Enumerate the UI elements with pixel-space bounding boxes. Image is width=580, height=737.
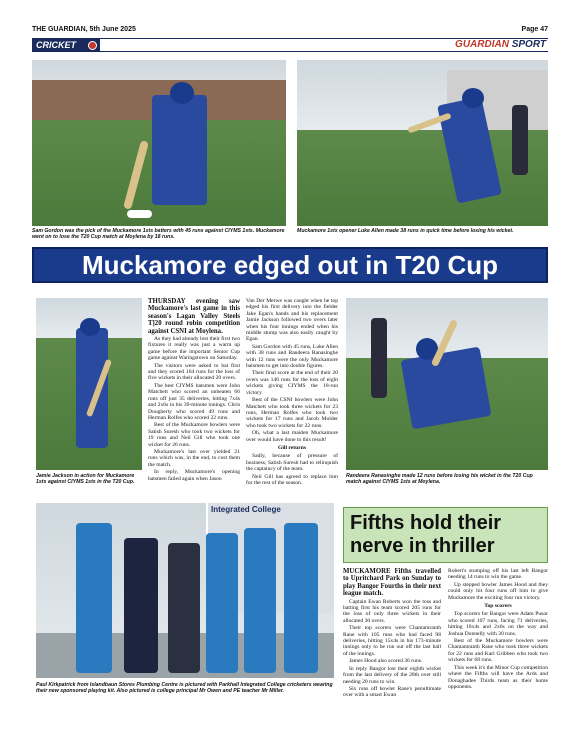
paragraph: Captain Ewan Roberts won the toss and batting first his team scored 205 runs for the loss of only three wickets in their allocated 30 overs. (343, 598, 441, 624)
caption-photo-2: Muckamore 1sts opener Luke Allen made 38 runs in quick time before losing his wicket. (297, 228, 514, 234)
paragraph: Top scorers for Bangor were Adam Pusor who scored 107 runs, facing 71 deliveries, hitting 10x4s and 2x6s on the way and Joshua Donnelly with 30 runs. (448, 611, 548, 637)
paragraph: Muckamore's last over yielded 21 runs which was, in the end, to cost them the match. (148, 448, 240, 468)
photo-parkhall-college (36, 503, 334, 678)
story1-column-2 (246, 298, 338, 487)
paragraph: In reply Bangor lost their eighth wicket from the last delivery of the 28th over still needing 20 runs to win. (343, 665, 441, 685)
page-number: Page 47 (521, 26, 548, 33)
paragraph: James Hood also scored 36 runs. (349, 658, 423, 665)
paragraph: Sadly, because of pressure of business, Satish Suresh had to relinquish the captaincy of the team. (246, 453, 338, 473)
story2-lead: MUCKAMORE Fifths travelled to Upritchard Park on Sunday to play Bangor Fourths in their next league match. (343, 568, 441, 598)
paragraph: Van Der Merwe was caught when he top edged his first delivery into the fielder Jake Egan's hands and his replacement Jamie Jackson followed two overs later when his four innings ended when his middle stump was also easily caught by Egan. (246, 298, 338, 343)
caption-photo-5: Paul Kirkpatrick from Islandbaun Stores Plumbing Centre is pictured with Parkhall Integrated College cricketers wearing their new sponsored playing kit. Also pictured is college principal Mr Owen and PE teacher Mr Miller. (36, 682, 333, 694)
paragraph: Up stepped bowler James Hood and they could only hit four runs off him to give Muckamore the exciting four run victory. (448, 581, 548, 601)
caption-photo-1: Sam Gordon was the pick of the Muckamore 1sts batters with 45 runs against CIYMS 1sts. Muckamore went on to lose the T20 Cup match at Moylena by 18 runs. (32, 228, 285, 240)
headline-muckamore: Muckamore edged out in T20 Cup (32, 247, 548, 283)
masthead (32, 26, 548, 36)
guardian-sport-logo: GUARDIAN SPORT (455, 39, 546, 50)
section-tag: CRICKET (32, 39, 100, 51)
section-bar (32, 38, 548, 52)
paragraph: Their top scorers were Chantamranth Rane with 105 runs who had faced 98 deliveries, hitting 15x4s in his 173-minute innings only to be run out off the last ball of the innings. (343, 625, 441, 657)
paragraph: Neil Gill has agreed to replace him for the rest of the season. (246, 473, 338, 486)
story1-lead: THURSDAY evening saw Muckamore's last game in this season's Lagan Valley Steels T]20 round robin competition against CSNI at Moylena. (148, 298, 240, 335)
headline-fifths: Fifths hold their nerve in thriller (343, 507, 548, 563)
photo-jamie-jackson (36, 298, 142, 470)
subheading-gill-returns: Gill returns (277, 444, 307, 451)
paragraph: Six runs off bowler Rane's penultimate over with a smart Ewan (343, 685, 441, 699)
paragraph: This week it's the Minor Cup competition where the Fifths will have the Ards and Donaghadee Thirds team as their home opponents. (448, 664, 548, 690)
masthead-date: THE GUARDIAN, 5th June 2025 (32, 26, 136, 33)
paragraph: Robert's stumping off his last left Bangor needing 14 runs to win the game. (448, 568, 548, 581)
paragraph: In reply, Muckamore's opening batsmen failed again when Jason (148, 469, 240, 482)
caption-photo-4: Randeera Ranasinghe made 12 runs before losing his wicket in the T20 Cup match against CIYMS 1sts at Moylena. (346, 473, 533, 485)
paragraph: As they had already lost their first two fixtures it really was just a warm up game before the important Senior Cup game against Waringstown on Saturday. (148, 336, 240, 362)
story2-column-1 (343, 568, 441, 700)
paragraph: Their final score at the end of their 20 overs was 146 runs for the loss of eight wickets giving CIYMS the 18-run victory. (246, 370, 338, 396)
subheading-top-scorers: Top scorers (484, 603, 512, 610)
paragraph: The visitors were asked to bat first and they scored 164 runs for the loss of five wickets in their allocated 20 overs. (148, 362, 240, 382)
story2-column-2 (448, 568, 548, 691)
cricket-ball-icon (88, 41, 97, 50)
paragraph: The best CIYMS batsmen were John Matchett who scored an unbeaten 66 runs off just 35 deliveries, hitting 7x4s and 2x6s in his 39-minute innings. Chris Dougherty who scored 49 runs and Herman Rolfes who scored 22 runs. (148, 382, 240, 421)
photo-sam-gordon (32, 60, 286, 226)
paragraph: Best of the Muckamore bowlers were Satish Suresh who took two wickets for 19 runs and Neil Gill who took one wicket for 26 runs. (148, 422, 240, 448)
college-sign: Integrated College (211, 505, 281, 514)
photo-luke-allen (297, 60, 548, 226)
paragraph: Oh, what a last maiden Muckamore over would have done to this result! (246, 430, 338, 443)
paragraph: Best of the CSNI bowlers were John Matchett who took three wickets for 23 runs, Herman Rolfes who took two wickets for 17 runs and Jacob Molder who took two wickets for 22 runs. (246, 397, 338, 429)
story1-column-1 (148, 298, 240, 483)
photo-randeera-ranasinghe (346, 298, 548, 470)
caption-photo-3: Jamie Jackson in action for Muckamore 1sts against CIYMS 1sts in the T20 Cup. (36, 473, 135, 485)
paragraph: Sam Gordon with 45 runs, Luke Allen with 38 runs and Randeera Ranasinghe with 12 runs were the only Muckamore batsmen to get into double figures. (246, 343, 338, 370)
paragraph: Best of the Muckamore bowlers were Chantamranth Rane who took three wickets for 22 runs and Karl Gribben who took two wickets for 68 runs. (448, 638, 548, 664)
